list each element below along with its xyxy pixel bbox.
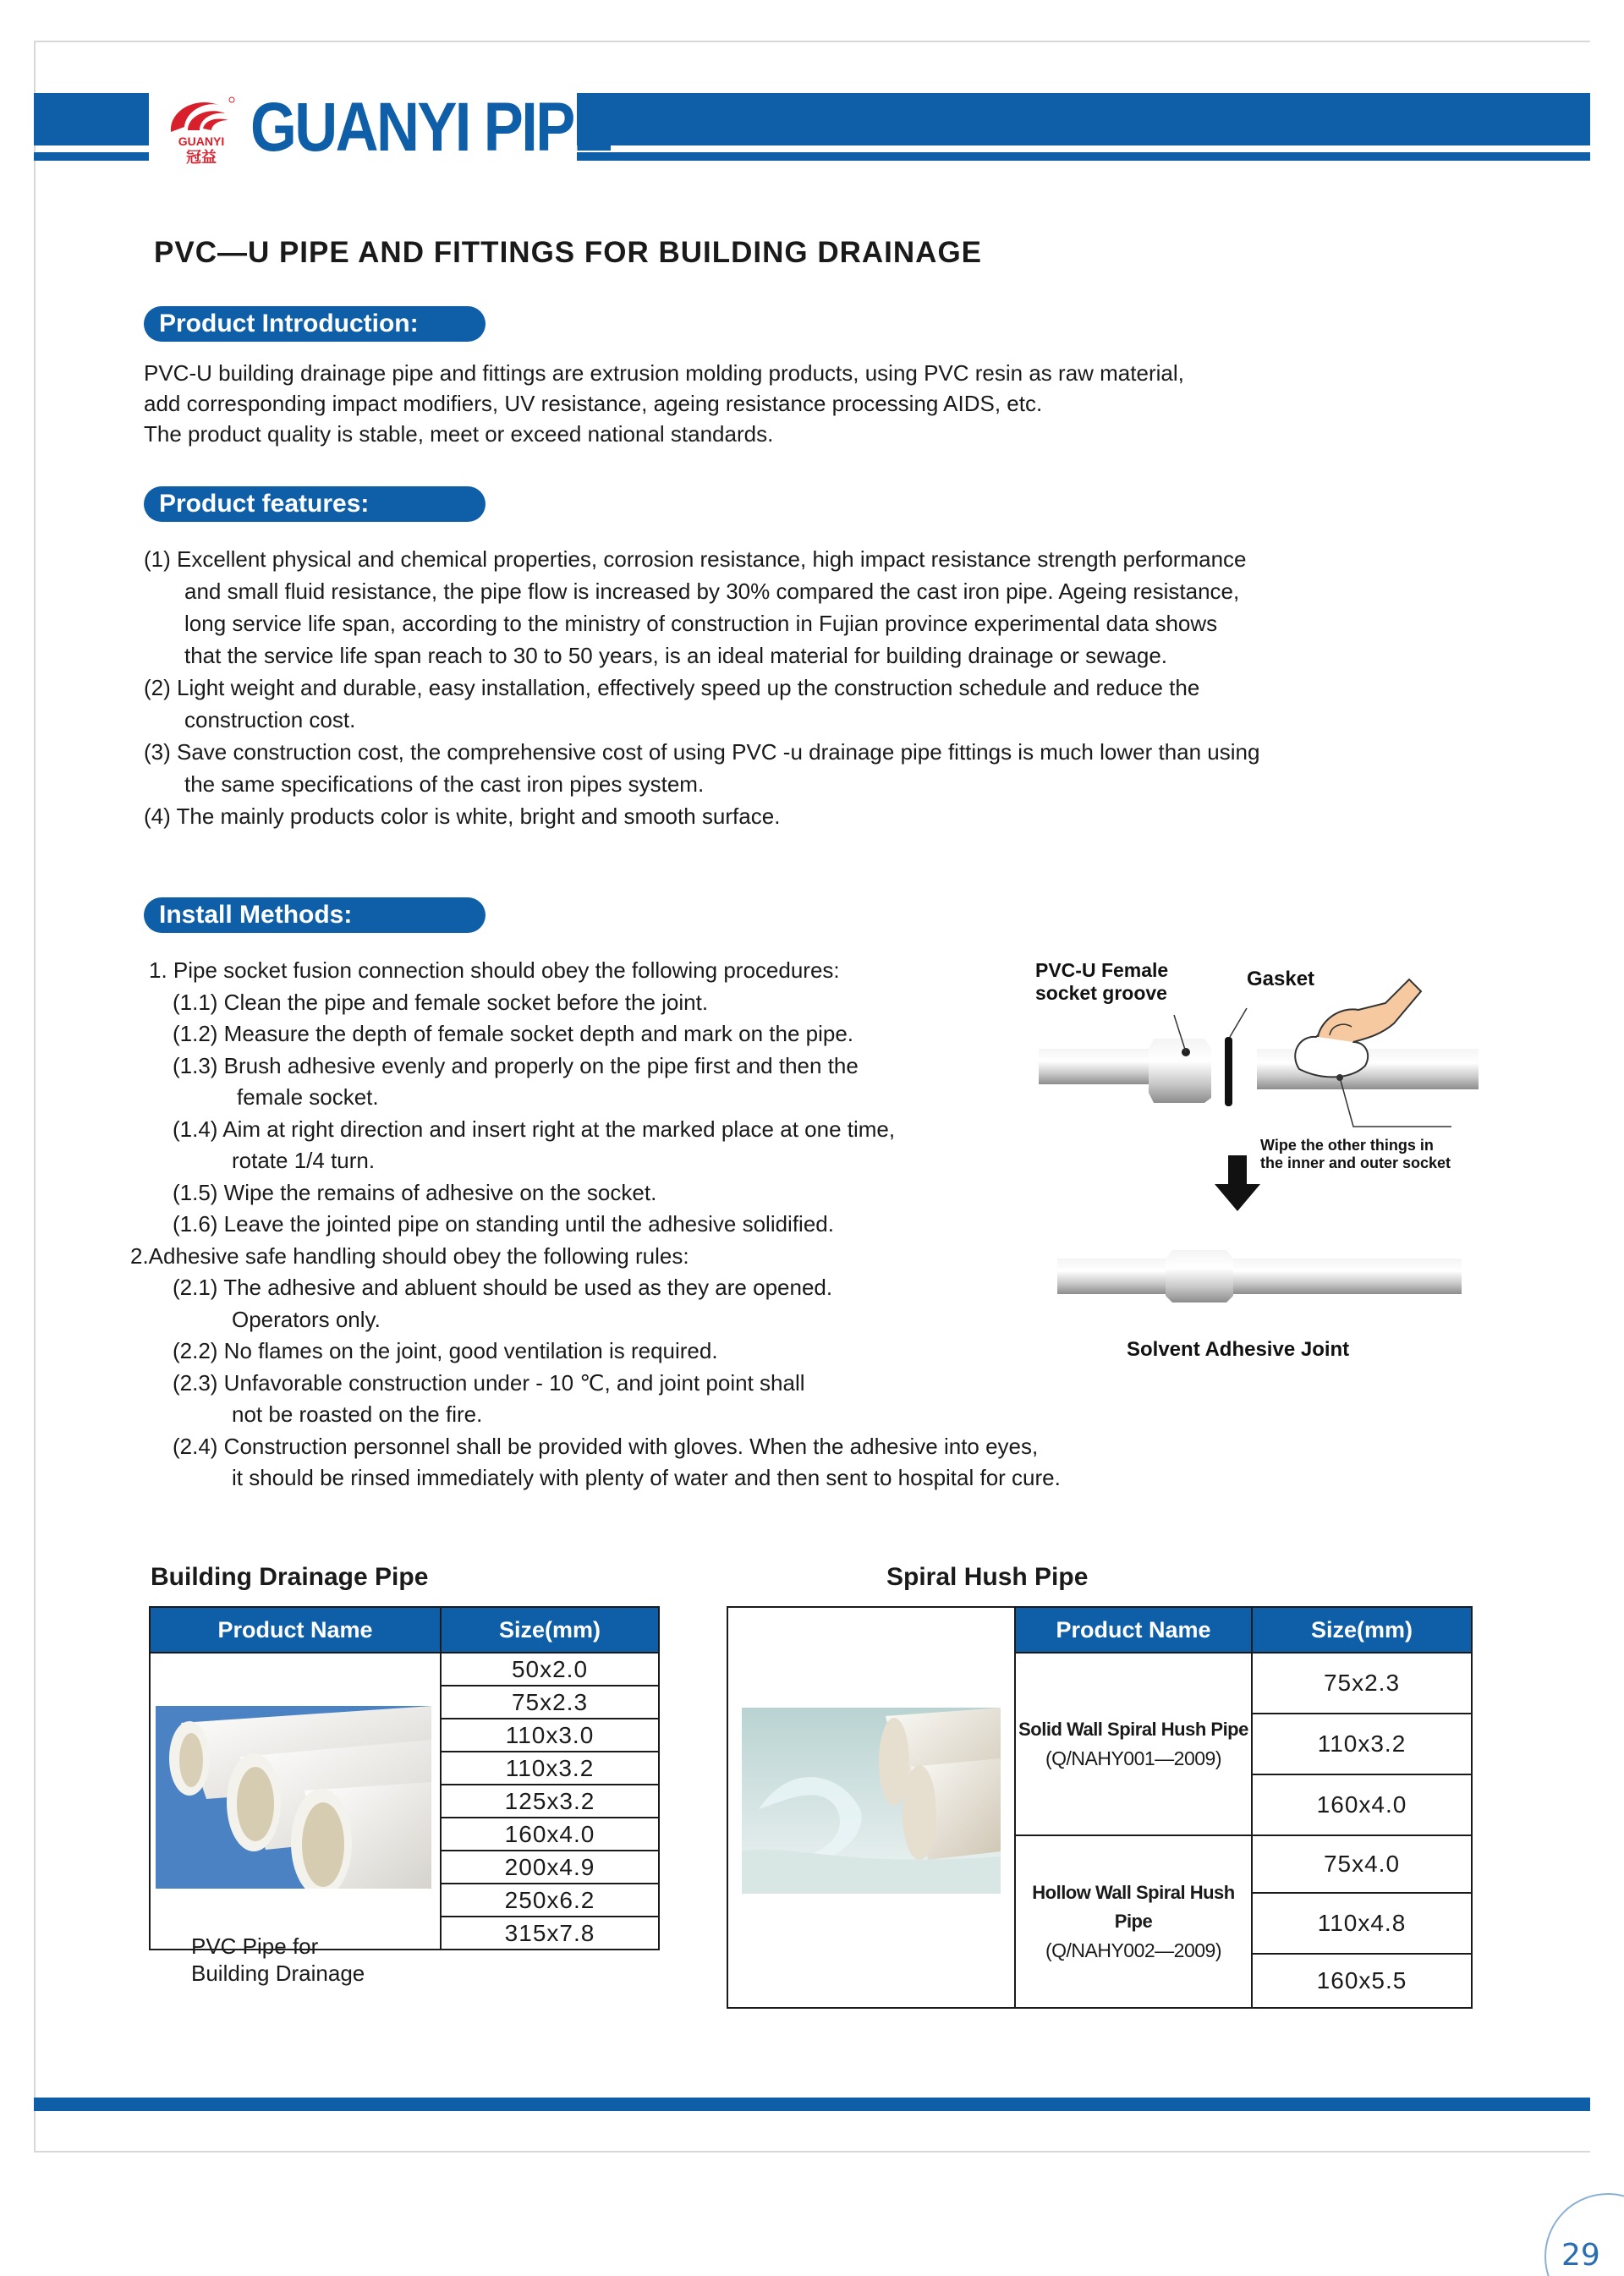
footer-band — [34, 2098, 1590, 2111]
figure-caption: Solvent Adhesive Joint — [1127, 1338, 1350, 1361]
install-line: 1. Pipe socket fusion connection should obey the following procedures: — [149, 957, 840, 983]
feature-line: the same specifications of the cast iron pipes system. — [184, 771, 705, 797]
features-heading: Product features: — [144, 486, 486, 522]
product-name-label — [191, 1933, 365, 1987]
install-line: (2.3) Unfavorable construction under - 10 ℃, and joint point shall — [173, 1369, 805, 1396]
hollow-wall-standard: (Q/NAHY002—2009) — [1045, 1939, 1222, 1961]
size-cell: 110x4.8 — [1252, 1893, 1472, 1954]
header-band — [577, 93, 1590, 145]
joint-diagram — [1030, 954, 1487, 1368]
down-arrow-icon — [1228, 1155, 1247, 1184]
features-list — [144, 543, 1259, 832]
size-cell: 75x4.0 — [1252, 1835, 1472, 1893]
intro-text — [144, 358, 1184, 449]
spiral-hush-table — [727, 1606, 1473, 2009]
joined-socket — [1166, 1250, 1233, 1303]
spiral-pipe-photo — [742, 1708, 1001, 1894]
install-line: female socket. — [237, 1084, 379, 1110]
col-header-size: Size(mm) — [1252, 1607, 1472, 1653]
size-cell: 110x3.2 — [441, 1752, 659, 1785]
install-line: (2.1) The adhesive and abluent should be used as they are opened. — [173, 1275, 833, 1300]
size-cell: 250x6.2 — [441, 1884, 659, 1917]
product-cell — [150, 1653, 441, 1986]
solid-wall-name: Solid Wall Spiral Hush Pipe — [1018, 1719, 1248, 1740]
frame-left-border — [34, 41, 36, 2152]
female-socket — [1149, 1039, 1211, 1103]
guanyi-logo-icon — [162, 91, 240, 164]
socket-groove-label — [1035, 959, 1168, 1005]
feature-line: (3) Save construction cost, the comprehensive cost of using PVC -u drainage pipe fittings is much lower than using — [144, 739, 1260, 765]
gasket-label: Gasket — [1247, 968, 1315, 990]
table2-title: Spiral Hush Pipe — [886, 1563, 1089, 1591]
install-line: it should be rinsed immediately with plenty of water and then sent to hospital for cure. — [232, 1465, 1061, 1490]
size-cell: 160x4.0 — [1252, 1774, 1472, 1835]
header-band-stripe — [577, 152, 1590, 161]
install-list — [130, 955, 1061, 1494]
wipe-label — [1260, 1137, 1451, 1172]
size-cell: 110x3.0 — [441, 1719, 659, 1752]
size-cell: 75x2.3 — [441, 1686, 659, 1719]
joined-pipe-right — [1233, 1259, 1462, 1294]
header-band — [34, 93, 149, 145]
install-line: rotate 1/4 turn. — [232, 1148, 376, 1173]
install-line: (2.4) Construction personnel shall be provided with gloves. When the adhesive into eyes, — [173, 1433, 1039, 1459]
feature-line: that the service life span reach to 30 to 50 years, is an ideal material for building drainage or sewage. — [184, 643, 1168, 668]
feature-line: (2) Light weight and durable, easy installation, effectively speed up the construction schedule and reduce the — [144, 675, 1200, 700]
building-drainage-table — [149, 1606, 660, 1986]
hollow-wall-product — [1015, 1835, 1252, 2008]
table1-title: Building Drainage Pipe — [151, 1563, 429, 1591]
install-line: (1.2) Measure the depth of female socket depth and mark on the pipe. — [173, 1021, 854, 1046]
size-cell: 200x4.9 — [441, 1851, 659, 1884]
install-line: (1.3) Brush adhesive evenly and properly on the pipe first and then the — [173, 1052, 859, 1078]
size-cell: 110x3.2 — [1252, 1714, 1472, 1774]
install-line: (1.5) Wipe the remains of adhesive on the socket. — [173, 1179, 657, 1205]
install-line: (1.1) Clean the pipe and female socket before the joint. — [173, 989, 709, 1015]
header-band-stripe — [34, 152, 149, 161]
install-line: Operators only. — [232, 1306, 381, 1332]
col-header-product-name: Product Name — [150, 1607, 441, 1653]
install-line: (2.2) No flames on the joint, good ventilation is required. — [173, 1338, 718, 1363]
intro-heading: Product Introduction: — [144, 306, 486, 342]
feature-line: and small fluid resistance, the pipe flow is increased by 30% compared the cast iron pipe. Ageing resistance, — [184, 579, 1240, 604]
size-cell: 160x5.5 — [1252, 1954, 1472, 2008]
size-cell: 125x3.2 — [441, 1785, 659, 1818]
install-line: (1.4) Aim at right direction and insert right at the marked place at one time, — [173, 1116, 896, 1142]
page-title: PVC—U PIPE AND FITTINGS FOR BUILDING DRAINAGE — [154, 236, 983, 269]
feature-line: long service life span, according to the ministry of construction in Fujian province experimental data shows — [184, 611, 1218, 636]
intro-line: PVC-U building drainage pipe and fittings are extrusion molding products, using PVC resin as raw material, — [144, 360, 1184, 386]
wipe-label-2: the inner and outer socket — [1260, 1154, 1451, 1171]
logo-cn-text: 冠益 — [186, 149, 217, 164]
down-arrow-head-icon — [1215, 1184, 1260, 1211]
install-heading: Install Methods: — [144, 897, 486, 933]
frame-bottom-border — [34, 2151, 1590, 2153]
product-name-line: PVC Pipe for — [191, 1933, 319, 1959]
gasket — [1225, 1037, 1232, 1106]
size-cell: 50x2.0 — [441, 1653, 659, 1686]
spiral-photo-cell — [727, 1607, 1015, 2008]
feature-line: (1) Excellent physical and chemical properties, corrosion resistance, high impact resistance strength performance — [144, 546, 1247, 572]
col-header-product-name: Product Name — [1015, 1607, 1252, 1653]
install-line: (1.6) Leave the jointed pipe on standing until the adhesive solidified. — [173, 1211, 834, 1237]
install-line: 2.Adhesive safe handling should obey the following rules: — [130, 1242, 689, 1269]
socket-groove-label-2: socket groove — [1035, 982, 1167, 1004]
wipe-label-1: Wipe the other things in — [1260, 1137, 1434, 1154]
product-name-line: Building Drainage — [191, 1961, 365, 1986]
solid-wall-standard: (Q/NAHY001—2009) — [1045, 1747, 1222, 1769]
pvc-pipes-photo — [156, 1706, 431, 1889]
socket-groove-label-1: PVC-U Female — [1035, 959, 1169, 981]
brand-name: GUANYI PIPE — [250, 89, 612, 166]
intro-line: add corresponding impact modifiers, UV resistance, ageing resistance processing AIDS, etc. — [144, 391, 1043, 416]
page-number: 29 — [1561, 2238, 1600, 2273]
install-line: not be roasted on the fire. — [232, 1401, 483, 1427]
size-cell: 315x7.8 — [441, 1917, 659, 1950]
hollow-wall-name: Hollow Wall Spiral Hush Pipe — [1032, 1882, 1235, 1932]
feature-line: (4) The mainly products color is white, bright and smooth surface. — [144, 803, 781, 829]
solid-wall-product — [1015, 1653, 1252, 1835]
logo-text: GUANYI — [178, 134, 225, 148]
intro-line: The product quality is stable, meet or exceed national standards. — [144, 421, 774, 447]
feature-line: construction cost. — [184, 707, 356, 732]
frame-top-border — [34, 41, 1590, 42]
size-cell: 160x4.0 — [441, 1818, 659, 1851]
size-cell: 75x2.3 — [1252, 1653, 1472, 1714]
col-header-size: Size(mm) — [441, 1607, 659, 1653]
left-pipe — [1039, 1049, 1154, 1084]
